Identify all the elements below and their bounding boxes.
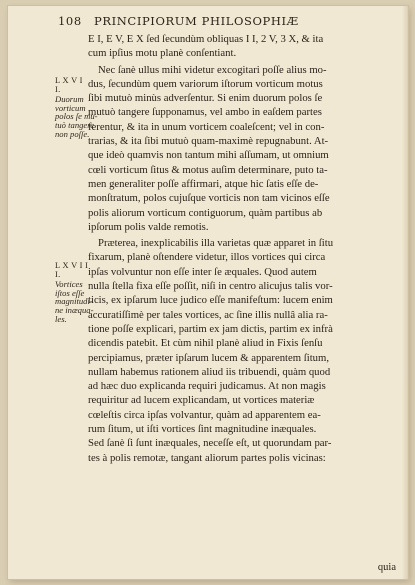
marginal-article-number: L X V I I I. — [55, 261, 89, 279]
marginal-note-line: Duorum — [55, 94, 84, 105]
text-line: fixarum, planè oſtendere videtur, illos vortices qui circa — [88, 251, 326, 264]
text-line: E I, E V, E X ſed ſecundùm obliquas I I, 2 V, 3 X, & ita — [88, 33, 324, 45]
text-line: que ideò quamvis non tantum mihi aſſumam, ut omnium — [88, 149, 329, 162]
marginal-note-68 — [55, 261, 94, 324]
text-line: percipiamus, præter ipſarum lucem & apparentem ſitum, — [88, 351, 329, 364]
text-line: ferentur, & ita in unum vorticem coaleſcent; vel in con- — [88, 120, 325, 133]
text-line: tes à polis remotæ, tangant aliorum partes polis vicinas: — [88, 451, 326, 464]
marginal-note-line: les. — [55, 313, 67, 324]
text-line: polis aliorum vorticum contiguorum, quàm partibus ab — [88, 206, 323, 219]
text-line: trarias, & ita ſibi mutuò quam-maximè repugnabunt. At- — [88, 135, 329, 148]
text-line: cœleſtis circa ipſas volvantur, quàm ad apparentem ea- — [88, 408, 321, 421]
marginal-note-line: Vortices — [55, 279, 83, 290]
marginal-note-line: iſtos eſſe — [55, 287, 85, 298]
page-edge-shadow — [402, 6, 408, 579]
text-line: dicendis patebit. Et cùm nihil planè aliud in Fixis ſenſu — [88, 337, 323, 350]
running-title: PRINCIPIORUM PHILOSOPHIÆ — [94, 14, 299, 28]
text-line: Sed ſanè ſi ſunt inæquales, neceſſe eſt, ut quorundam par- — [88, 437, 332, 450]
text-line: monſtratum, polos cujuſque vorticis non tam vicinos eſſe — [88, 192, 330, 205]
text-line: men generaliter poſſe affirmari, atque hic ſatis eſſe de- — [88, 177, 319, 190]
text-line: ipſas volvuntur non eſſe inter ſe æquales. Quod autem — [88, 265, 317, 278]
text-line: requiritur ad lucem explicandam, ut vortices materiæ — [88, 394, 315, 407]
text-line: ad hæc duo explicanda requiri judicamus. At non magis — [88, 380, 326, 393]
book-page — [8, 6, 408, 579]
text-line: tione poſſe explicari, partim ex jam dictis, partim ex infrà — [88, 322, 333, 335]
text-line: accuratiſſimè per tales vortices, ac ſine illis nullâ alia ra- — [88, 308, 328, 321]
text-line: ipſorum polis valde remotis. — [88, 220, 209, 233]
text-line: cœli vorticum ſitus & motus auſim determinare, puto ta- — [88, 163, 328, 176]
marginal-note-line: vorticum — [55, 102, 86, 113]
marginal-note-line: magnitudi- — [55, 296, 93, 307]
text-line: cum ipſius motu planè conſentiant. — [88, 47, 237, 60]
catchword: quia — [377, 562, 396, 573]
text-line: rum ſitum, ut iſti vortices ſint magnitudine inæquales. — [88, 423, 317, 436]
main-text — [88, 32, 400, 465]
text-line: ſibi mutuò minùs adverſentur. Si enim duorum polos ſe — [88, 92, 323, 105]
marginal-article-number: L X V I I. — [55, 76, 83, 94]
marginal-note-line: ne inæqua- — [55, 304, 94, 315]
text-line: mutuò tangere ſupponamus, vel ambo in eaſdem partes — [88, 106, 322, 119]
text-line: ticis, ex ipſarum luce judico eſſe manifeſtum: lucem enim — [88, 294, 333, 307]
paragraph-67 — [88, 63, 400, 235]
running-header — [58, 14, 403, 32]
text-line: Nec ſanè ullus mihi videtur excogitari poſſe alius mo- — [98, 63, 327, 76]
marginal-note-67 — [55, 76, 98, 139]
text-line: dus, ſecundùm quem variorum iſtorum vorticum motus — [88, 77, 323, 90]
paragraph-68 — [88, 236, 400, 465]
text-line: nulla ſtella fixa eſſe poſſit, niſi in centro alicujus talis vor- — [88, 280, 333, 293]
page-number: 108 — [58, 14, 82, 28]
marginal-note-line: polos ſe mu- — [55, 111, 98, 122]
text-line: Præterea, inexplicabilis illa varietas quæ apparet in ſitu — [98, 237, 334, 250]
marginal-note-line: tuò tangere — [55, 119, 95, 130]
marginal-note-line: non poſſe. — [55, 128, 90, 139]
text-line: nullam habemus rationem aliud iis tribuendi, quàm quod — [88, 365, 331, 378]
